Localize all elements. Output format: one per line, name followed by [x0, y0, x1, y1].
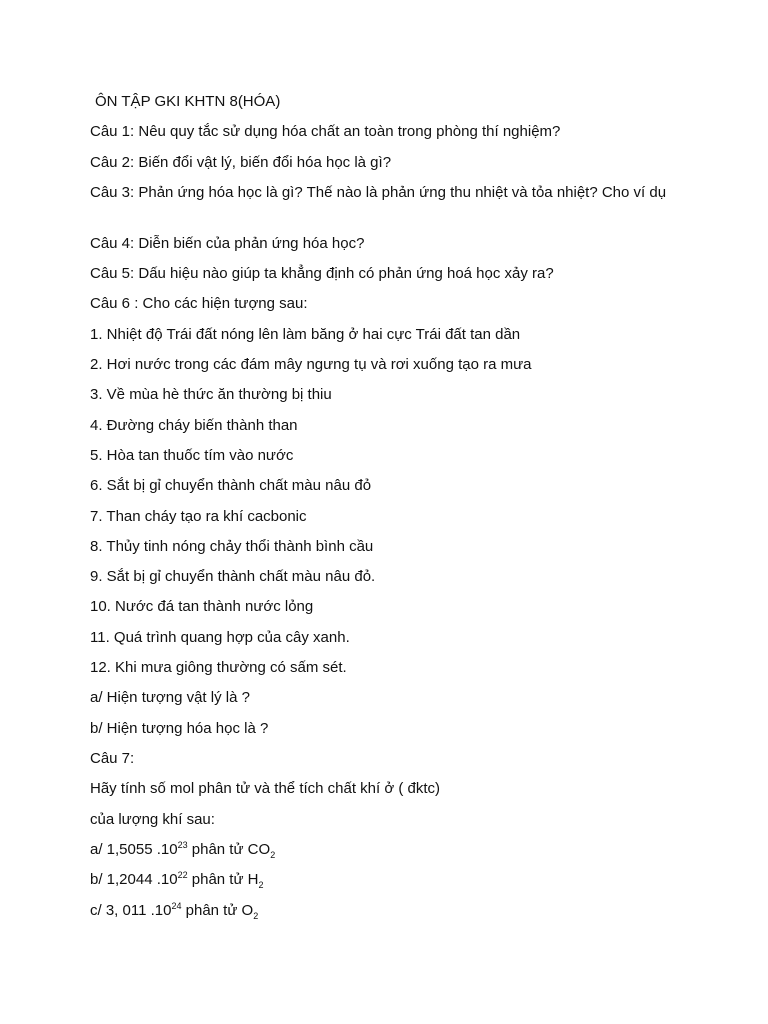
phenomenon-item: 3. Về mùa hè thức ăn thường bị thiu — [90, 386, 332, 403]
question-7-item-c: c/ 3, 011 $.10^{24}$ phân tử $O_2$ — [90, 901, 259, 921]
question-3: Câu 3: Phản ứng hóa học là gì? Thế nào là phản ứng thu nhiệt và tỏa nhiệt? Cho ví dụ — [90, 184, 667, 201]
question-4: Câu 4: Diễn biến của phản ứng hóa học? — [90, 235, 365, 252]
question-7-text: của lượng khí sau: — [90, 811, 215, 828]
question-5: Câu 5: Dấu hiệu nào giúp ta khẳng định có phản ứng hoá học xảy ra? — [90, 265, 554, 282]
question-1: Câu 1: Nêu quy tắc sử dụng hóa chất an toàn trong phòng thí nghiệm? — [90, 123, 561, 140]
question-7-item-b: b/ 1,2044 $.10^{22}$ phân tử $H_2$ — [90, 870, 264, 890]
question-2: Câu 2: Biến đổi vật lý, biến đổi hóa học là gì? — [90, 154, 392, 171]
phenomenon-item: 6. Sắt bị gỉ chuyển thành chất màu nâu đỏ — [90, 477, 372, 494]
phenomenon-item: 7. Than cháy tạo ra khí cacbonic — [90, 508, 307, 525]
question-7-item-a: a/ 1,5055 $.10^{23}$ phân tử $CO_2$ — [90, 840, 276, 860]
phenomenon-item: 10. Nước đá tan thành nước lỏng — [90, 598, 314, 615]
question-7-text: Hãy tính số mol phân tử và thể tích chất khí ở ( đktc) — [90, 780, 441, 797]
phenomenon-item: 11. Quá trình quang hợp của cây xanh. — [90, 629, 350, 646]
question-7-header: Câu 7: — [90, 750, 135, 767]
question-6-header: Câu 6 : Cho các hiện tượng sau: — [90, 295, 308, 312]
document-title: ÔN TẬP GKI KHTN 8(HÓA) — [95, 93, 281, 110]
phenomenon-item: 5. Hòa tan thuốc tím vào nước — [90, 447, 294, 464]
phenomenon-item: 2. Hơi nước trong các đám mây ngưng tụ và rơi xuống tạo ra mưa — [90, 356, 532, 373]
question-6-part-b: b/ Hiện tượng hóa học là ? — [90, 720, 269, 737]
phenomenon-item: 1. Nhiệt độ Trái đất nóng lên làm băng ở hai cực Trái đất tan dần — [90, 326, 521, 343]
phenomenon-item: 12. Khi mưa giông thường có sấm sét. — [90, 659, 347, 676]
phenomenon-item: 8. Thủy tinh nóng chảy thổi thành bình cầu — [90, 538, 374, 555]
phenomenon-item: 4. Đường cháy biến thành than — [90, 417, 298, 434]
phenomenon-item: 9. Sắt bị gỉ chuyển thành chất màu nâu đỏ. — [90, 568, 376, 585]
question-6-part-a: a/ Hiện tượng vật lý là ? — [90, 689, 250, 706]
